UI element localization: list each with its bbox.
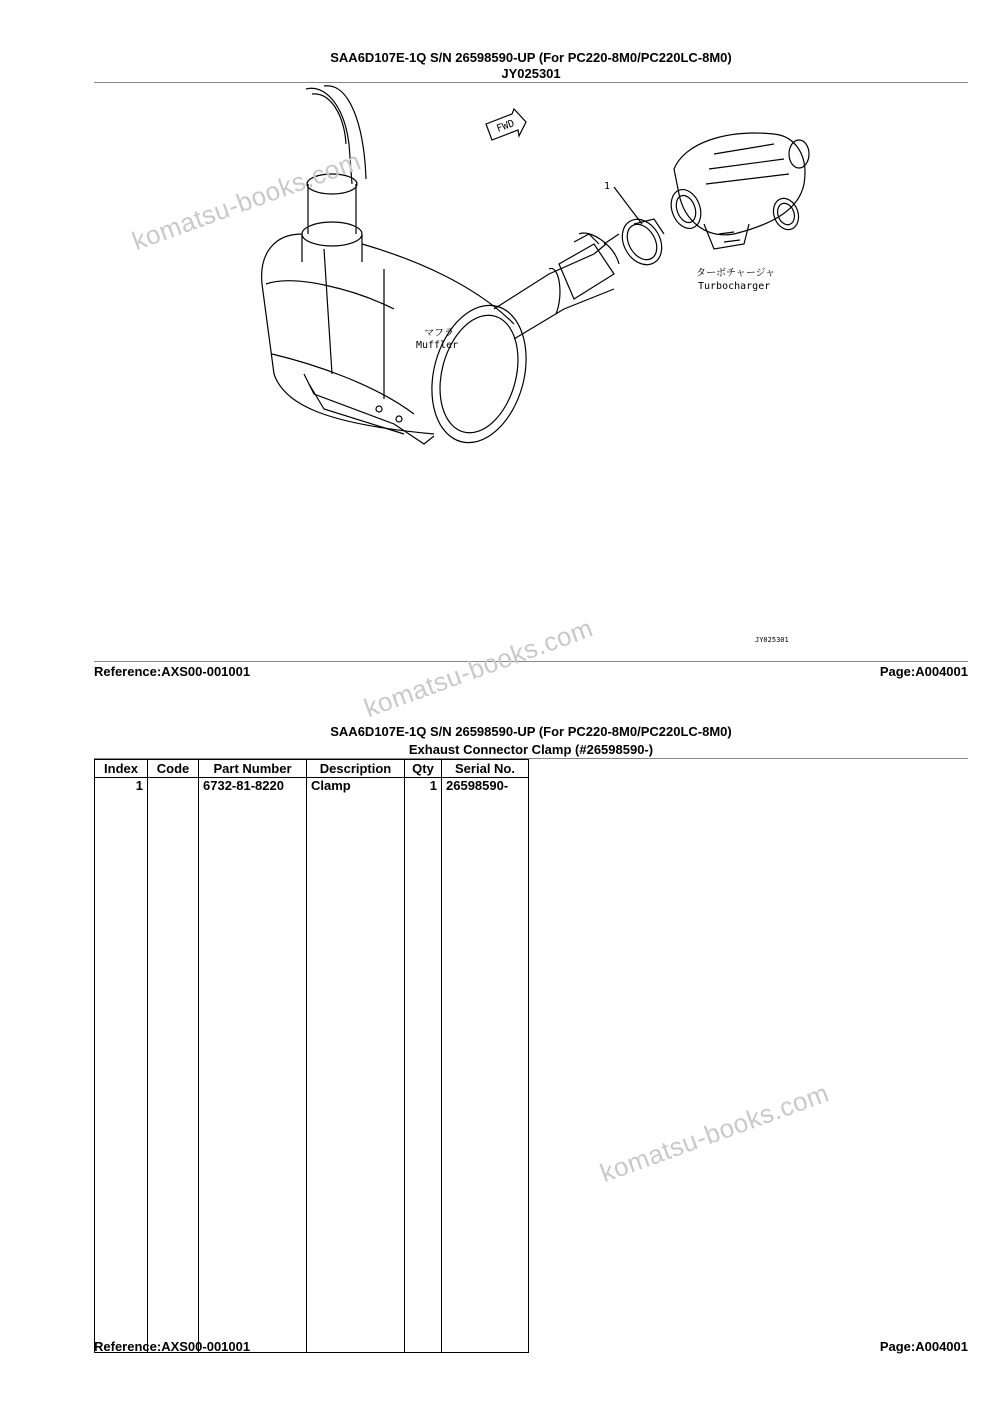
cell-qty: 1	[405, 778, 442, 794]
page-title: SAA6D107E-1Q S/N 26598590-UP (For PC220-8M0/PC220LC-8M0)	[330, 50, 732, 65]
parts-diagram	[94, 84, 968, 660]
turbo-en-label: Turbocharger	[698, 281, 771, 292]
cell-serial: 26598590-	[442, 778, 529, 794]
watermark: komatsu-books.com	[596, 1077, 833, 1189]
page-label: Page:A004001	[879, 664, 968, 679]
header-divider	[94, 82, 968, 83]
drawing-number: JY025301	[501, 66, 561, 81]
reference-label: Reference:AXS00-001001	[94, 664, 251, 679]
page-label-bottom: Page:A004001	[879, 1339, 968, 1354]
cell-index: 1	[95, 778, 148, 794]
fwd-label: FWD	[495, 118, 516, 135]
col-qty: Qty	[405, 760, 442, 778]
col-description: Description	[307, 760, 405, 778]
reference-label-bottom: Reference:AXS00-001001	[94, 1339, 251, 1354]
callout-1: 1	[604, 181, 611, 192]
watermark: komatsu-books.com	[360, 612, 597, 724]
table-header-row	[95, 760, 529, 778]
col-part-number: Part Number	[199, 760, 307, 778]
watermark: komatsu-books.com	[128, 145, 365, 257]
cell-code	[148, 778, 199, 794]
table-row	[95, 778, 529, 794]
section-title: SAA6D107E-1Q S/N 26598590-UP (For PC220-8M0/PC220LC-8M0)	[330, 724, 732, 739]
muffler-jp-label: マフラ	[424, 328, 454, 339]
turbo-jp-label: ターボチャージャ	[696, 268, 776, 279]
muffler-en-label: Muffler	[416, 340, 459, 351]
section-subtitle: Exhaust Connector Clamp (#26598590-)	[408, 742, 654, 757]
parts-table	[94, 759, 529, 1353]
col-code: Code	[148, 760, 199, 778]
table-filler-row	[95, 793, 529, 1353]
cell-description: Clamp	[307, 778, 405, 794]
cell-part-number: 6732-81-8220	[199, 778, 307, 794]
col-serial: Serial No.	[442, 760, 529, 778]
col-index: Index	[95, 760, 148, 778]
drawing-code: JY025301	[755, 636, 789, 644]
